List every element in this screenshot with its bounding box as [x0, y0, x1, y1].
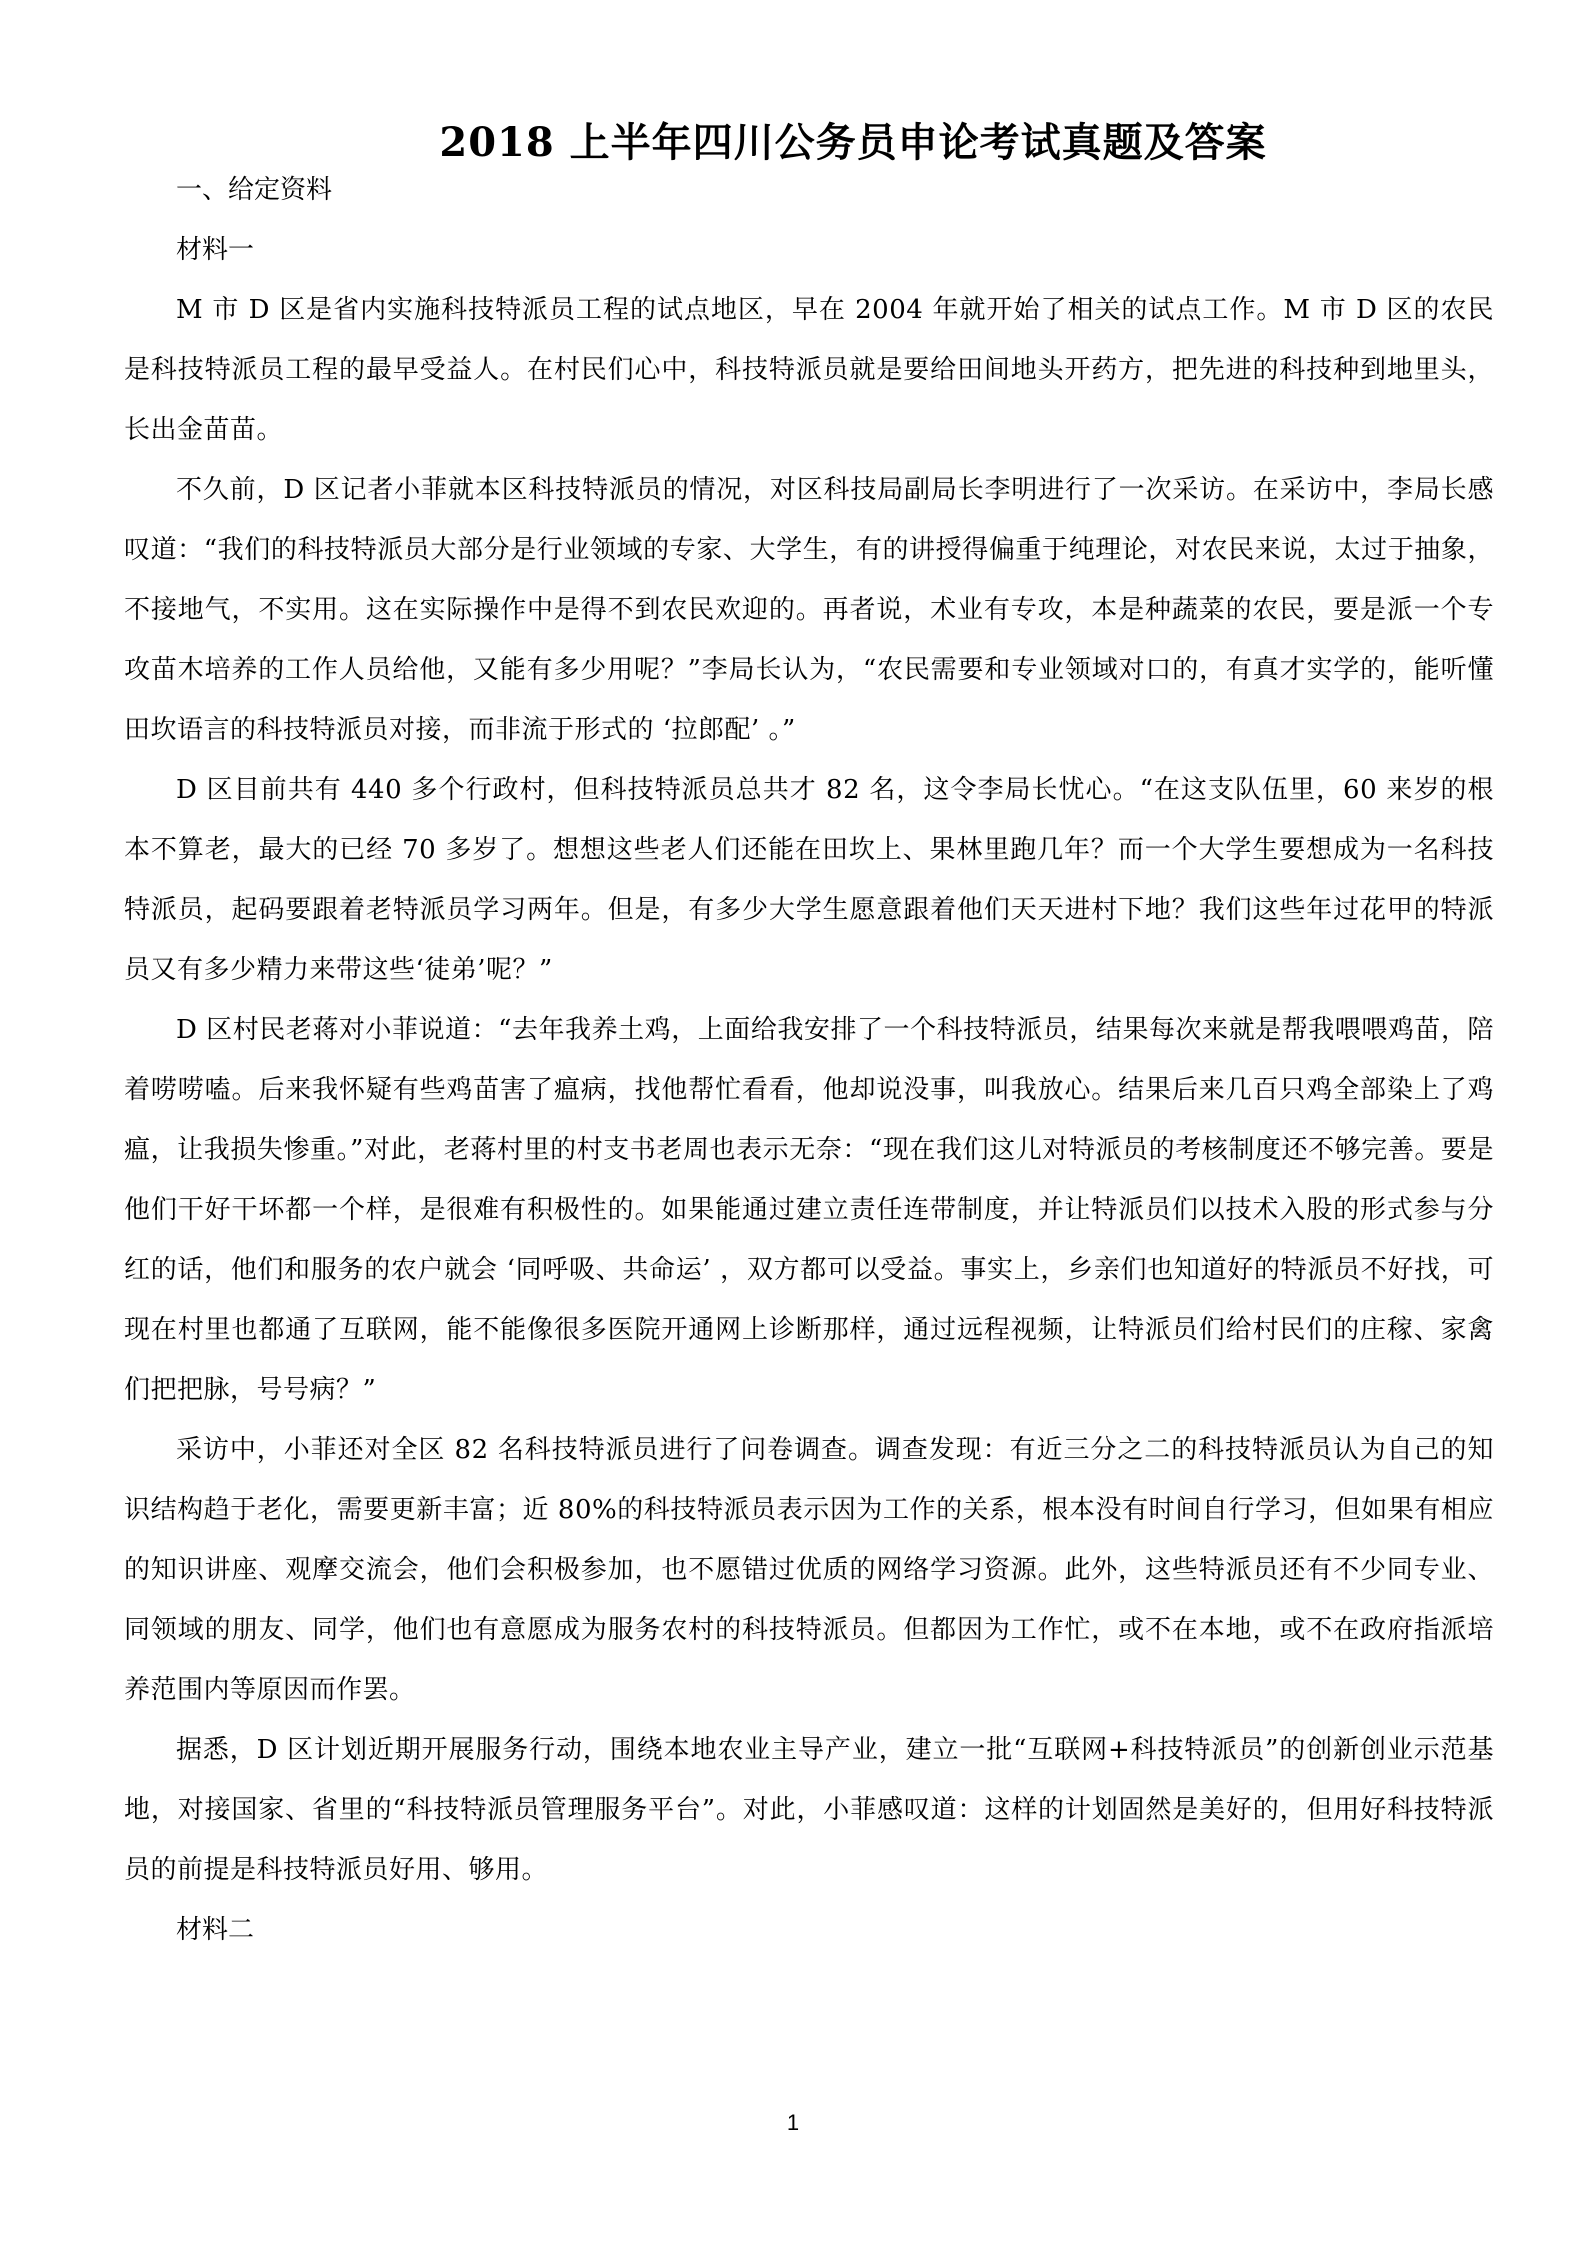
section-heading: 一、给定资料 [176, 175, 333, 205]
page-number: 1 [786, 2110, 800, 2135]
document-title: 2018 上半年四川公务员申论考试真题及答案 [439, 118, 1267, 166]
paragraph: 不久前，D 区记者小菲就本区科技特派员的情况，对区科技局副局长李明进行了一次采访。在采访中，李局长感叹道：“我们的科技特派员大部分是行业领域的专家、大学生，有的讲授得偏重于纯理论，对农民来说，太过于抽象，不接地气，不实用。这在实际操作中是得不到农民欢迎的。再者说，术业有专攻，本是种蔬菜的农民，要是派一个专攻苗木培养的工作人员给他，又能有多少用呢？”李局长认为，“农民需要和专业领域对口的，有真才实学的，能听懂田坎语言的科技特派员对接，而非流于形式的 ‘拉郎配’ 。” [124, 475, 1494, 745]
paragraph: 据悉，D 区计划近期开展服务行动，围绕本地农业主导产业，建立一批“互联网+科技特派员”的创新创业示范基地，对接国家、省里的“科技特派员管理服务平台”。对此，小菲感叹道：这样的计划固然是美好的，但用好科技特派员的前提是科技特派员好用、够用。 [124, 1735, 1494, 1885]
material-2-heading: 材料二 [176, 1915, 255, 1945]
paragraph: D 区目前共有 440 多个行政村，但科技特派员总共才 82 名，这令李局长忧心。“在这支队伍里，60 来岁的根本不算老，最大的已经 70 多岁了。想想这些老人们还能在田坎上、果林里跑几年？而一个大学生要想成为一名科技特派员，起码要跟着老特派员学习两年。但是，有多少大学生愿意跟着他们天天进村下地？我们这些年过花甲的特派员又有多少精力来带这些‘徒弟’呢？” [124, 775, 1494, 985]
document-body [124, 160, 1494, 1960]
paragraph: 采访中，小菲还对全区 82 名科技特派员进行了问卷调查。调查发现：有近三分之二的科技特派员认为自己的知识结构趋于老化，需要更新丰富；近 80%的科技特派员表示因为工作的关系，根本没有时间自行学习，但如果有相应的知识讲座、观摩交流会，他们会积极参加，也不愿错过优质的网络学习资源。此外，这些特派员还有不少同专业、同领域的朋友、同学，他们也有意愿成为服务农村的科技特派员。但都因为工作忙，或不在本地，或不在政府指派培养范围内等原因而作罢。 [124, 1435, 1494, 1705]
paragraph: M 市 D 区是省内实施科技特派员工程的试点地区，早在 2004 年就开始了相关的试点工作。M 市 D 区的农民是科技特派员工程的最早受益人。在村民们心中，科技特派员就是要给田间地头开药方，把先进的科技种到地里头，长出金苗苗。 [124, 295, 1494, 445]
paragraph: D 区村民老蒋对小菲说道：“去年我养土鸡，上面给我安排了一个科技特派员，结果每次来就是帮我喂喂鸡苗，陪着唠唠嗑。后来我怀疑有些鸡苗害了瘟病，找他帮忙看看，他却说没事，叫我放心。结果后来几百只鸡全部染上了鸡瘟，让我损失惨重。”对此，老蒋村里的村支书老周也表示无奈：“现在我们这儿对特派员的考核制度还不够完善。要是他们干好干坏都一个样，是很难有积极性的。如果能通过建立责任连带制度，并让特派员们以技术入股的形式参与分红的话，他们和服务的农户就会 ‘同呼吸、共命运’ ，双方都可以受益。事实上，乡亲们也知道好的特派员不好找，可现在村里也都通了互联网，能不能像很多医院开通网上诊断那样，通过远程视频，让特派员们给村民们的庄稼、家禽们把把脉，号号病？” [124, 1015, 1494, 1405]
material-1-heading: 材料一 [176, 235, 255, 265]
